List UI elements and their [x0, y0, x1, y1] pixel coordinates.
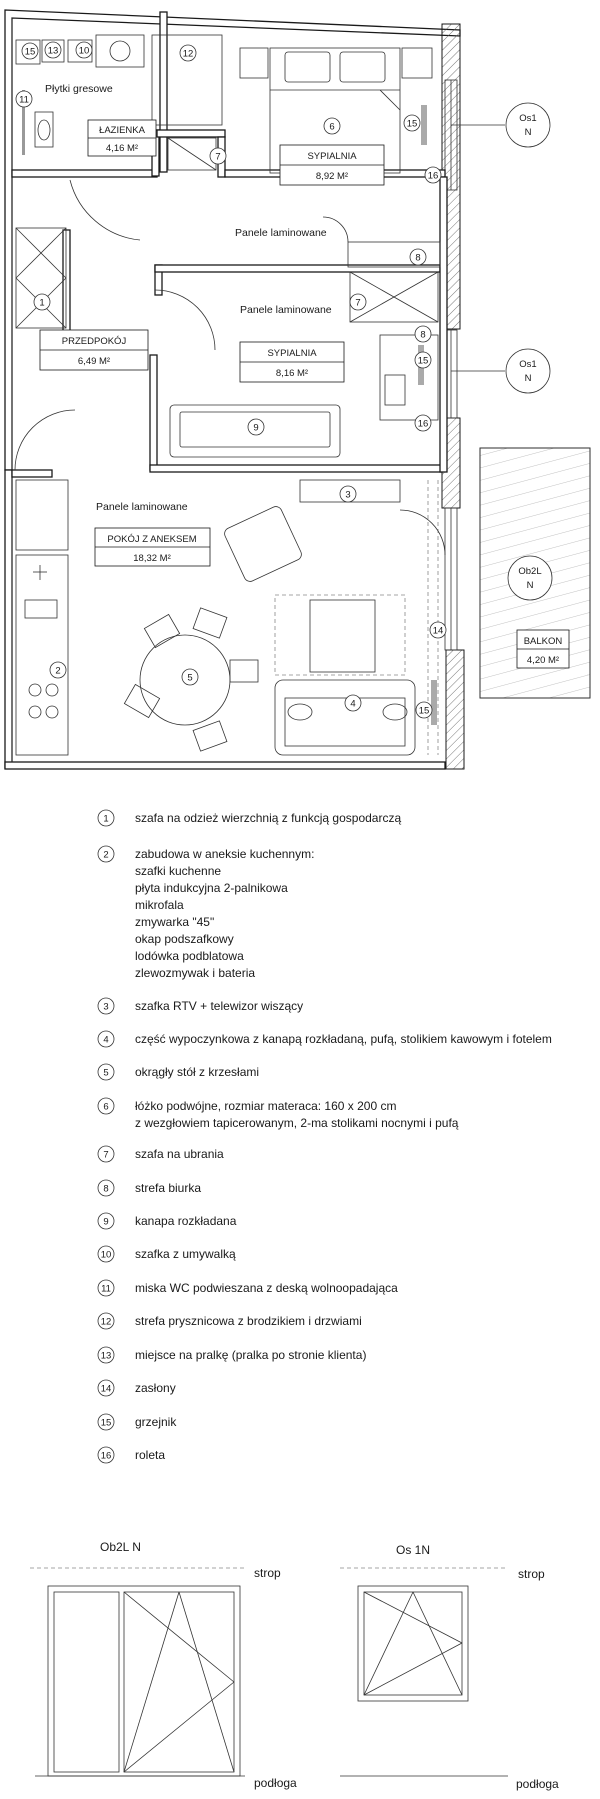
elevation-os1n	[340, 1543, 559, 1791]
room-name-bathroom: ŁAZIENKA	[99, 125, 145, 136]
legend-item-text: szafa na ubrania	[135, 1147, 224, 1161]
room-name-bedroom-1: SYPIALNIA	[307, 151, 357, 162]
legend-number: 9	[103, 1216, 109, 1228]
hallway-furniture	[15, 180, 215, 470]
elevation-top-label: strop	[254, 1566, 281, 1580]
room-area-bedroom-2: 8,16 M²	[275, 368, 309, 379]
legend-number: 6	[103, 1101, 109, 1113]
legend-item-text: szafki kuchenne	[135, 864, 222, 878]
elevation-bottom-label: podłoga	[254, 1776, 297, 1790]
legend-item-text: zasłony	[135, 1381, 176, 1395]
legend-item-text: lodówka podblatowa	[135, 949, 244, 963]
room-name-hallway: PRZEDPOKÓJ	[61, 336, 127, 347]
floor-label-panels-3: Panele laminowane	[96, 501, 188, 513]
legend-item-text: zmywarka "45"	[135, 915, 215, 929]
callout-number: 11	[19, 94, 29, 106]
callout-number: 6	[329, 121, 335, 133]
legend-number: 15	[100, 1417, 112, 1429]
outer-walls	[5, 10, 464, 769]
callout-number: 15	[24, 46, 36, 58]
room-name-bedroom-2: SYPIALNIA	[267, 348, 317, 359]
callout-number: 14	[432, 625, 444, 637]
callout-number: 8	[420, 329, 426, 341]
elevation-top-label: strop	[518, 1567, 545, 1581]
callout-number: 5	[187, 672, 193, 684]
legend-item-text: okrągły stół z krzesłami	[135, 1065, 260, 1079]
room-area-hallway: 6,49 M²	[77, 356, 111, 367]
legend-item-text: łóżko podwójne, rozmiar materaca: 160 x 200 cm	[135, 1099, 397, 1113]
elevation-title: Ob2L N	[100, 1540, 141, 1554]
window-marker-dir: N	[526, 580, 534, 591]
callout-number: 15	[406, 118, 418, 130]
legend-item-text: mikrofala	[135, 898, 184, 912]
legend-number: 8	[103, 1183, 109, 1195]
floor-label-tiles: Płytki gresowe	[45, 83, 113, 95]
legend-item-text: szafa na odzież wierzchnią z funkcją gospodarczą	[135, 811, 402, 825]
callout-number: 1	[39, 297, 45, 309]
plan-callouts	[16, 42, 446, 718]
floor-label-panels-2: Panele laminowane	[240, 304, 332, 316]
callout-number: 8	[415, 252, 421, 264]
legend-number: 13	[100, 1350, 112, 1362]
callout-number: 2	[55, 665, 61, 677]
legend-number: 3	[103, 1001, 109, 1013]
elevation-title: Os 1N	[396, 1543, 431, 1557]
callout-number: 12	[182, 48, 194, 60]
window-marker-dir: N	[524, 127, 532, 138]
legend-item-text: szafka RTV + telewizor wiszący	[135, 999, 304, 1013]
callout-number: 16	[427, 170, 439, 182]
window-marker-code: Os1	[519, 359, 537, 370]
callout-number: 9	[253, 422, 259, 434]
room-area-balcony: 4,20 M²	[526, 655, 560, 666]
legend-number: 11	[101, 1283, 111, 1295]
room-area-bedroom-1: 8,92 M²	[315, 171, 349, 182]
callout-number: 7	[355, 297, 361, 309]
legend-item-text: strefa biurka	[135, 1181, 202, 1195]
legend-number: 1	[103, 813, 109, 825]
window-marker-dir: N	[524, 373, 532, 384]
callout-number: 13	[47, 45, 59, 57]
room-label-hallway	[40, 330, 148, 370]
room-label-bathroom	[88, 120, 156, 156]
legend-item-text: zabudowa w aneksie kuchennym:	[135, 847, 315, 861]
callout-number: 16	[417, 418, 429, 430]
legend-item-text: zlewozmywak i bateria	[135, 966, 256, 980]
room-label-bedroom-1	[280, 145, 384, 185]
window-marker-1	[451, 103, 550, 147]
window-marker-code: Os1	[519, 113, 537, 124]
callout-number: 15	[418, 705, 430, 717]
legend-item-text: grzejnik	[135, 1415, 177, 1429]
legend-item-text: część wypoczynkowa z kanapą rozkładaną, pufą, stolikiem kawowym i fotelem	[135, 1032, 552, 1046]
legend-item-text: okap podszafkowy	[135, 932, 234, 946]
callout-number: 10	[78, 45, 90, 57]
legend-number: 5	[103, 1067, 109, 1079]
legend-item-text: roleta	[135, 1448, 166, 1462]
legend	[98, 810, 552, 1463]
room-area-bathroom: 4,16 M²	[105, 143, 139, 154]
legend-item-text: strefa prysznicowa z brodzikiem i drzwiami	[135, 1314, 362, 1328]
callout-number: 7	[215, 151, 221, 163]
living-room-furniture	[16, 480, 445, 755]
legend-number: 14	[100, 1383, 112, 1395]
legend-number: 2	[103, 849, 109, 861]
room-name-balcony: BALKON	[523, 636, 563, 647]
floor-label-panels-1: Panele laminowane	[235, 227, 327, 239]
window-marker-3	[508, 556, 552, 600]
callout-number: 3	[345, 489, 351, 501]
room-label-living-room	[95, 528, 210, 566]
callout-number: 15	[417, 355, 429, 367]
legend-item-text: szafka z umywalką	[135, 1247, 236, 1261]
legend-number: 16	[100, 1450, 112, 1462]
legend-item-text: miejsce na pralkę (pralka po stronie klienta)	[135, 1348, 367, 1362]
callout-number: 4	[350, 698, 356, 710]
room-name-living-room: POKÓJ Z ANEKSEM	[107, 534, 197, 545]
elevation-ob2l	[30, 1540, 297, 1790]
window-marker-code: Ob2L	[518, 566, 542, 577]
window-marker-2	[451, 349, 550, 393]
legend-number: 7	[103, 1149, 109, 1161]
legend-item-text: kanapa rozkładana	[135, 1214, 237, 1228]
legend-item-text: z wezgłowiem tapicerowanym, 2-ma stolikami nocnymi i pufą	[135, 1116, 459, 1130]
elevation-bottom-label: podłoga	[516, 1777, 559, 1791]
legend-number: 12	[100, 1316, 112, 1328]
legend-item-text: miska WC podwieszana z deską wolnoopadająca	[135, 1281, 398, 1295]
legend-item-text: płyta indukcyjna 2-palnikowa	[135, 881, 288, 895]
legend-number: 10	[100, 1249, 112, 1261]
room-area-living-room: 18,32 M²	[133, 553, 171, 564]
room-label-bedroom-2	[240, 342, 344, 382]
room-label-balcony	[517, 630, 569, 668]
legend-number: 4	[103, 1034, 109, 1046]
